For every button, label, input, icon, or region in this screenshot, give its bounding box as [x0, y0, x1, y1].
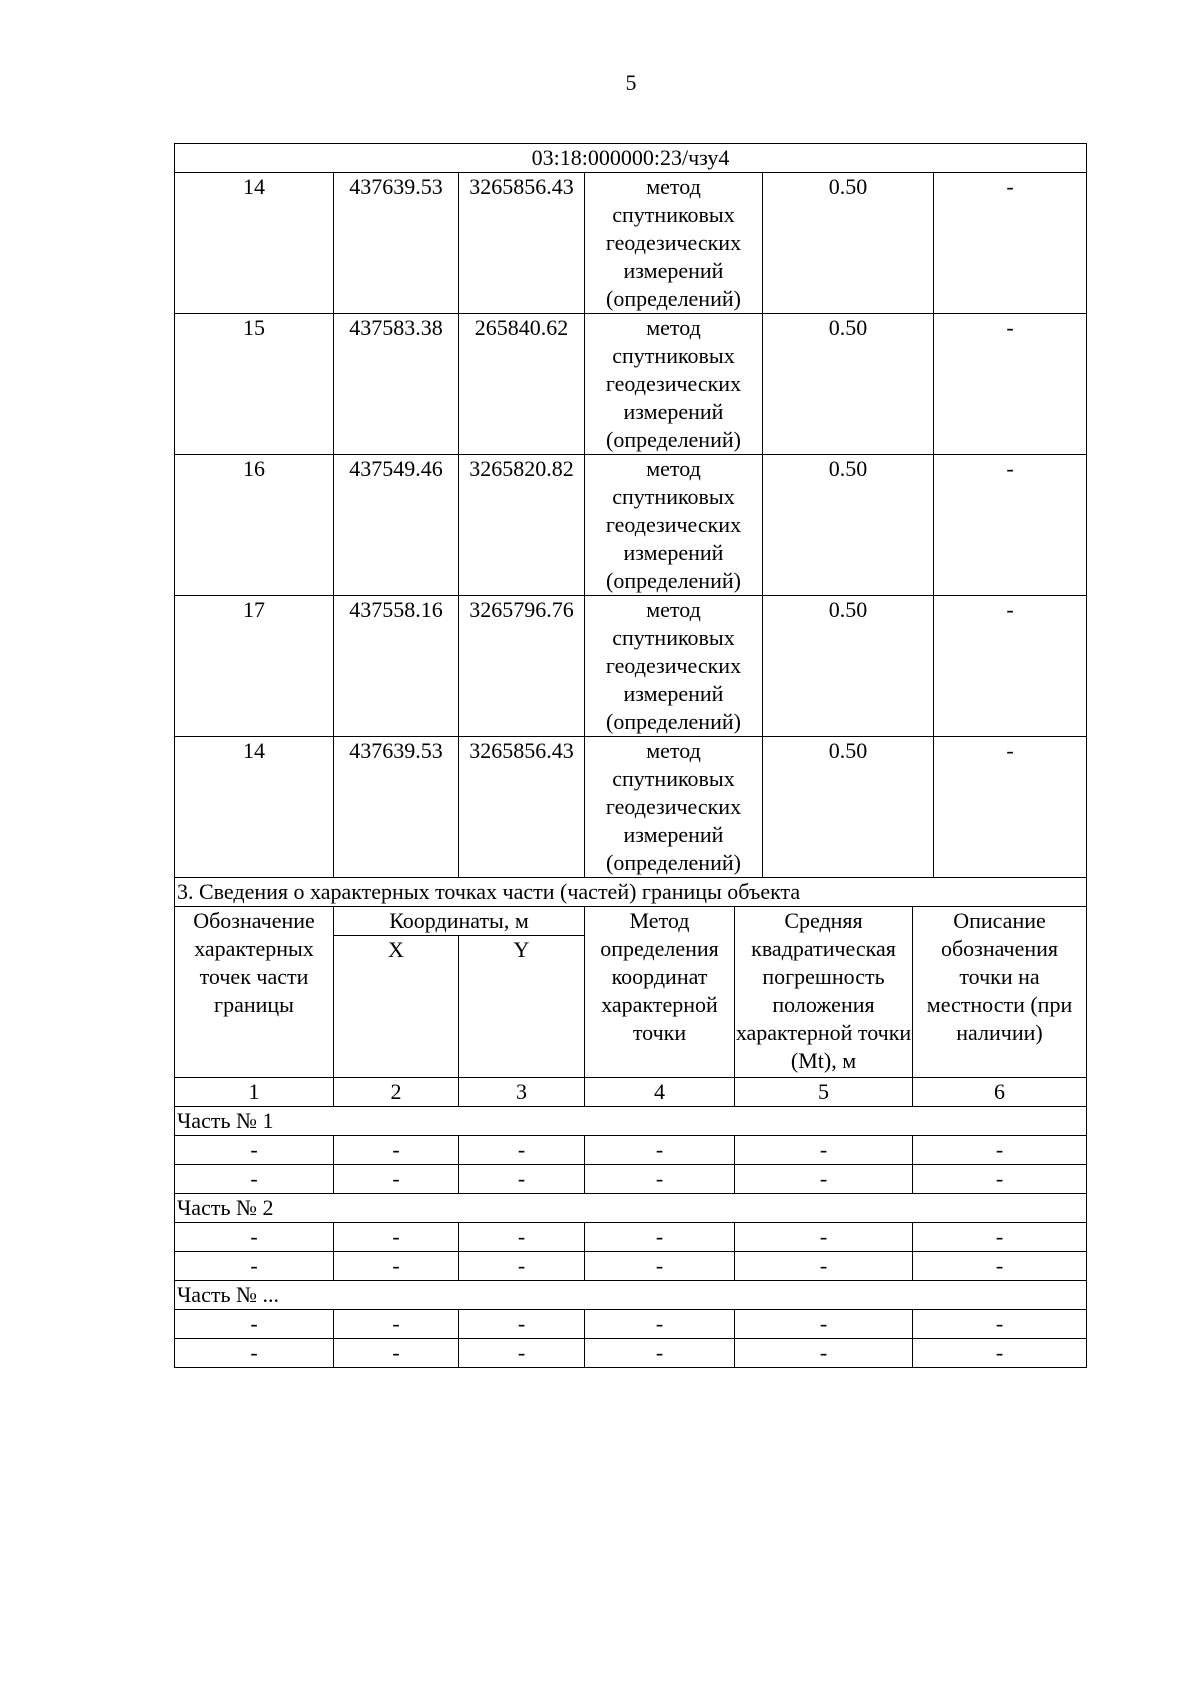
cell: -	[913, 1136, 1087, 1165]
y-cell: 3265856.43	[459, 737, 585, 878]
cell: -	[459, 1136, 585, 1165]
desc-cell: -	[934, 173, 1087, 314]
cell: -	[334, 1339, 459, 1368]
col-number: 2	[334, 1078, 459, 1107]
part-title: Часть № ...	[175, 1281, 1087, 1310]
cell: -	[334, 1252, 459, 1281]
cell: -	[334, 1310, 459, 1339]
table-row	[175, 1223, 1087, 1252]
error-cell: 0.50	[763, 455, 934, 596]
x-cell: 437558.16	[334, 596, 459, 737]
method-cell: метод спутниковых геодезических измерений (определений)	[585, 173, 763, 314]
desc-cell: -	[934, 455, 1087, 596]
method-cell: метод спутниковых геодезических измерений (определений)	[585, 737, 763, 878]
header-desc: Описание обозначения точки на местности (при наличии)	[913, 907, 1087, 1078]
header-method: Метод определения координат характерной точки	[585, 907, 735, 1078]
section-title: 3. Сведения о характерных точках части (частей) границы объекта	[175, 878, 1087, 907]
cell: -	[585, 1339, 735, 1368]
y-cell: 265840.62	[459, 314, 585, 455]
x-cell: 437639.53	[334, 737, 459, 878]
col-number: 1	[175, 1078, 334, 1107]
table-row	[175, 1339, 1087, 1368]
cell: -	[585, 1252, 735, 1281]
cell: -	[334, 1165, 459, 1194]
cell: -	[735, 1136, 913, 1165]
boundary-points-table	[174, 143, 1087, 878]
cell: -	[459, 1165, 585, 1194]
desc-cell: -	[934, 737, 1087, 878]
error-cell: 0.50	[763, 173, 934, 314]
cell: -	[334, 1223, 459, 1252]
col-number: 4	[585, 1078, 735, 1107]
cell: -	[585, 1136, 735, 1165]
col-number: 5	[735, 1078, 913, 1107]
cell: -	[175, 1252, 334, 1281]
cell: -	[459, 1223, 585, 1252]
point-cell: 16	[175, 455, 334, 596]
point-cell: 17	[175, 596, 334, 737]
x-cell: 437549.46	[334, 455, 459, 596]
point-cell: 14	[175, 737, 334, 878]
table-row	[175, 1310, 1087, 1339]
page-number: 5	[625, 70, 637, 95]
method-cell: метод спутниковых геодезических измерений (определений)	[585, 314, 763, 455]
error-cell: 0.50	[763, 314, 934, 455]
header-y: Y	[459, 936, 585, 1078]
cell: -	[175, 1310, 334, 1339]
cell: -	[585, 1165, 735, 1194]
part-title: Часть № 2	[175, 1194, 1087, 1223]
cell: -	[175, 1339, 334, 1368]
table-row	[175, 314, 1087, 455]
desc-cell: -	[934, 596, 1087, 737]
x-cell: 437583.38	[334, 314, 459, 455]
header-coords: Координаты, м	[334, 907, 585, 936]
col-number: 6	[913, 1078, 1087, 1107]
cell: -	[175, 1165, 334, 1194]
column-numbers-row	[175, 1078, 1087, 1107]
point-cell: 15	[175, 314, 334, 455]
header-error: Средняя квадратическая погрешность положения характерной точки (Mt), м	[735, 907, 913, 1078]
y-cell: 3265820.82	[459, 455, 585, 596]
cell: -	[735, 1252, 913, 1281]
cell: -	[459, 1310, 585, 1339]
error-cell: 0.50	[763, 596, 934, 737]
y-cell: 3265796.76	[459, 596, 585, 737]
col-number: 3	[459, 1078, 585, 1107]
table-row	[175, 1136, 1087, 1165]
table-row	[175, 455, 1087, 596]
y-cell: 3265856.43	[459, 173, 585, 314]
part-points-table	[174, 877, 1087, 1368]
table-row	[175, 1165, 1087, 1194]
method-cell: метод спутниковых геодезических измерений (определений)	[585, 455, 763, 596]
header-x: X	[334, 936, 459, 1078]
cell: -	[175, 1223, 334, 1252]
desc-cell: -	[934, 314, 1087, 455]
cell: -	[913, 1223, 1087, 1252]
header-point: Обозначение характерных точек части границы	[175, 907, 334, 1078]
point-cell: 14	[175, 173, 334, 314]
cell: -	[735, 1165, 913, 1194]
cell: -	[913, 1339, 1087, 1368]
error-cell: 0.50	[763, 737, 934, 878]
x-cell: 437639.53	[334, 173, 459, 314]
cell: -	[735, 1223, 913, 1252]
method-cell: метод спутниковых геодезических измерений (определений)	[585, 596, 763, 737]
table-row	[175, 1252, 1087, 1281]
cell: -	[913, 1165, 1087, 1194]
part-title: Часть № 1	[175, 1107, 1087, 1136]
table-row	[175, 596, 1087, 737]
cell: -	[334, 1136, 459, 1165]
table-row	[175, 173, 1087, 314]
cell: -	[913, 1310, 1087, 1339]
cell: -	[175, 1136, 334, 1165]
cell: -	[585, 1310, 735, 1339]
cell: -	[459, 1339, 585, 1368]
cell: -	[735, 1339, 913, 1368]
cell: -	[735, 1310, 913, 1339]
cell: -	[913, 1252, 1087, 1281]
table-title: 03:18:000000:23/чзу4	[175, 144, 1087, 173]
cell: -	[459, 1252, 585, 1281]
cell: -	[585, 1223, 735, 1252]
table-row	[175, 737, 1087, 878]
